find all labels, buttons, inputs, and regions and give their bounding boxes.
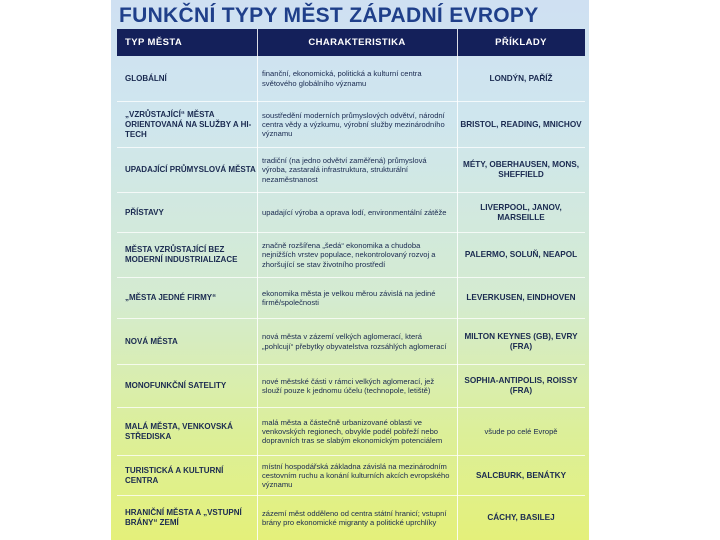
row-characteristics: místní hospodářská základna závislá na mezinárodním cestovním ruchu a konání kulturních akcích evropského významu [262,461,450,490]
table-header [117,29,585,56]
row-type: MALÁ MĚSTA, VENKOVSKÁ STŘEDISKA [125,421,233,441]
row-characteristics: upadající výroba a oprava lodí, environmentální zátěže [262,207,447,217]
row-characteristics: ekonomika města je velkou měrou závislá na jediné firmě/společnosti [262,288,436,307]
row-type: HRANIČNÍ MĚSTA A „VSTUPNÍ BRÁNY“ ZEMÍ [125,508,242,527]
row-characteristics: nová města v zázemí velkých aglomerací, která „pohlcují“ přebytky obyvatelstva rozsáhlých aglomerací [262,332,447,351]
header-type: TYP MĚSTA [125,37,183,48]
row-type: NOVÁ MĚSTA [125,336,178,346]
row-examples: SOPHIA-ANTIPOLIS, ROISSY (FRA) [464,376,578,395]
table-sheet [111,0,589,540]
row-characteristics: zázemí měst odděleno od centra státní hranicí; vstupní brány pro ekonomické migranty a politické uprchlíky [262,508,447,527]
table-row [117,456,585,496]
row-examples: PALERMO, SOLUŇ, NEAPOL [464,250,578,259]
row-characteristics: malá města a částečně urbanizované oblasti ve venkovských regionech, obvykle podél pobřeží nebo dopravních tras se slabým ekonomickým potenciálem [262,417,443,446]
row-type: PŘÍSTAVY [125,207,164,217]
row-type: MĚSTA VZRŮSTAJÍCÍ BEZ MODERNÍ INDUSTRIALIZACE [125,245,238,264]
table-row [117,319,585,365]
row-characteristics: tradiční (na jedno odvětví zaměřená) průmyslová výroba, zastaralá infrastruktura, strukturální nezaměstnanost [262,156,427,184]
row-examples: MÉTY, OBERHAUSEN, MONS, SHEFFIELD [463,160,579,179]
page-title: FUNKČNÍ TYPY MĚST ZÁPADNÍ EVROPY [119,4,539,27]
row-type: GLOBÁLNÍ [125,73,167,83]
row-type: „MĚSTA JEDNÉ FIRMY“ [125,293,217,302]
table-row [117,408,585,456]
table-row [117,233,585,278]
header-characteristics: CHARAKTERISTIKA [308,37,406,48]
row-examples: CÁCHY, BASILEJ [487,513,555,522]
table-row [117,56,585,102]
table-row [117,193,585,233]
row-characteristics: značně rozšířena „šedá“ ekonomika a chudoba nejnižších vrstev populace, nekontrolovaný rozvoj a zhoršující se stav životního prostředí [262,241,436,269]
row-examples: LONDÝN, PAŘÍŽ [489,73,553,83]
row-examples: MILTON KEYNES (GB), EVRY (FRA) [464,331,578,351]
table-row [117,102,585,148]
table-row [117,496,585,540]
row-characteristics: nové městské části v rámci velkých aglomerací, jež slouží pouze k jednomu účelu (technopole, letiště) [262,376,435,395]
row-type: „VZRŮSTAJÍCÍ“ MĚSTA ORIENTOVANÁ NA SLUŽBY A HI-TECH [125,109,252,139]
row-examples: LEVERKUSEN, EINDHOVEN [466,293,576,302]
table-row [117,278,585,319]
row-examples: všude po celé Evropě [484,426,558,436]
table-row [117,365,585,408]
header-examples: PŘÍKLADY [495,37,547,48]
row-type: MONOFUNKČNÍ SATELITY [125,381,227,390]
row-examples: BRISTOL, READING, MNICHOV [460,119,582,129]
table-row [117,148,585,193]
row-examples: LIVERPOOL, JANOV, MARSEILLE [480,202,562,222]
row-type: UPADAJÍCÍ PRŮMYSLOVÁ MĚSTA [125,165,256,174]
row-type: TURISTICKÁ A KULTURNÍ CENTRA [125,465,224,485]
row-characteristics: soustředění moderních průmyslových odvětví, národní centra vědy a výzkumu, výrobní služby mezinárodního významu [262,110,445,139]
row-examples: SALCBURK, BENÁTKY [475,470,567,480]
row-characteristics: finanční, ekonomická, politická a kulturní centra světového globálního významu [262,69,422,88]
